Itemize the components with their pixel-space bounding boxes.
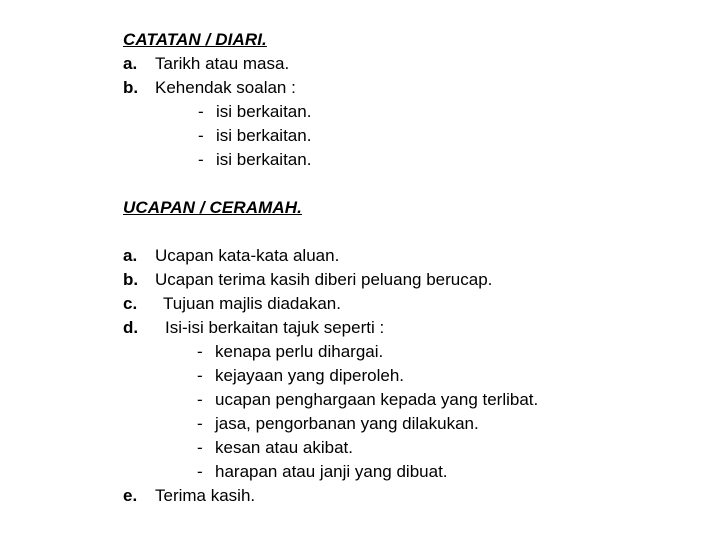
sub-list-item-text: kenapa perlu dihargai. bbox=[215, 342, 384, 361]
sub-list-item bbox=[123, 148, 713, 172]
sub-list-item bbox=[123, 340, 713, 364]
sub-list-item bbox=[123, 412, 713, 436]
document-page bbox=[123, 28, 713, 508]
list-item-text: Isi-isi berkaitan tajuk seperti : bbox=[165, 318, 385, 337]
list-item-text: Ucapan terima kasih diberi peluang berucap. bbox=[155, 270, 493, 289]
list-item-b bbox=[123, 76, 713, 100]
dash-bullet: - bbox=[197, 462, 203, 481]
sub-list-item-text: isi berkaitan. bbox=[216, 126, 312, 145]
list-marker: c. bbox=[123, 294, 138, 313]
list-item-a bbox=[123, 244, 713, 268]
list-marker: b. bbox=[123, 78, 139, 97]
list-item-text: Tarikh atau masa. bbox=[155, 54, 290, 73]
sub-list-item bbox=[123, 388, 713, 412]
sub-list-item bbox=[123, 436, 713, 460]
sub-list-item-text: kejayaan yang diperoleh. bbox=[215, 366, 405, 385]
sub-list-item bbox=[123, 124, 713, 148]
dash-bullet: - bbox=[197, 414, 203, 433]
list-item-b bbox=[123, 268, 713, 292]
sub-list-item bbox=[123, 460, 713, 484]
list-item-text: Kehendak soalan : bbox=[155, 78, 296, 97]
list-item-text: Terima kasih. bbox=[155, 486, 256, 505]
sub-list-item-text: kesan atau akibat. bbox=[215, 438, 353, 457]
section-heading-ucapan-ceramah: UCAPAN / CERAMAH. bbox=[123, 198, 302, 217]
dash-bullet: - bbox=[198, 102, 204, 121]
dash-bullet: - bbox=[198, 150, 204, 169]
list-marker: a. bbox=[123, 54, 138, 73]
dash-bullet: - bbox=[197, 366, 203, 385]
list-marker: e. bbox=[123, 486, 138, 505]
dash-bullet: - bbox=[197, 438, 203, 457]
list-item-text: Ucapan kata-kata aluan. bbox=[155, 246, 340, 265]
list-marker: b. bbox=[123, 270, 139, 289]
list-item-e bbox=[123, 484, 713, 508]
list-marker: a. bbox=[123, 246, 138, 265]
sub-list-item-text: isi berkaitan. bbox=[216, 102, 312, 121]
sub-list-item-text: isi berkaitan. bbox=[216, 150, 312, 169]
list-item-a bbox=[123, 52, 713, 76]
spacer bbox=[123, 172, 713, 196]
dash-bullet: - bbox=[197, 390, 203, 409]
section-heading-catatan-diari: CATATAN / DIARI. bbox=[123, 30, 267, 49]
list-item-d bbox=[123, 316, 713, 340]
dash-bullet: - bbox=[197, 342, 203, 361]
sub-list-item-text: ucapan penghargaan kepada yang terlibat. bbox=[215, 390, 539, 409]
list-item-text: Tujuan majlis diadakan. bbox=[163, 294, 341, 313]
list-marker: d. bbox=[123, 318, 139, 337]
sub-list-item bbox=[123, 100, 713, 124]
sub-list-item-text: harapan atau janji yang dibuat. bbox=[215, 462, 448, 481]
spacer bbox=[123, 220, 713, 244]
sub-list-item bbox=[123, 364, 713, 388]
sub-list-item-text: jasa, pengorbanan yang dilakukan. bbox=[215, 414, 479, 433]
dash-bullet: - bbox=[198, 126, 204, 145]
list-item-c bbox=[123, 292, 713, 316]
